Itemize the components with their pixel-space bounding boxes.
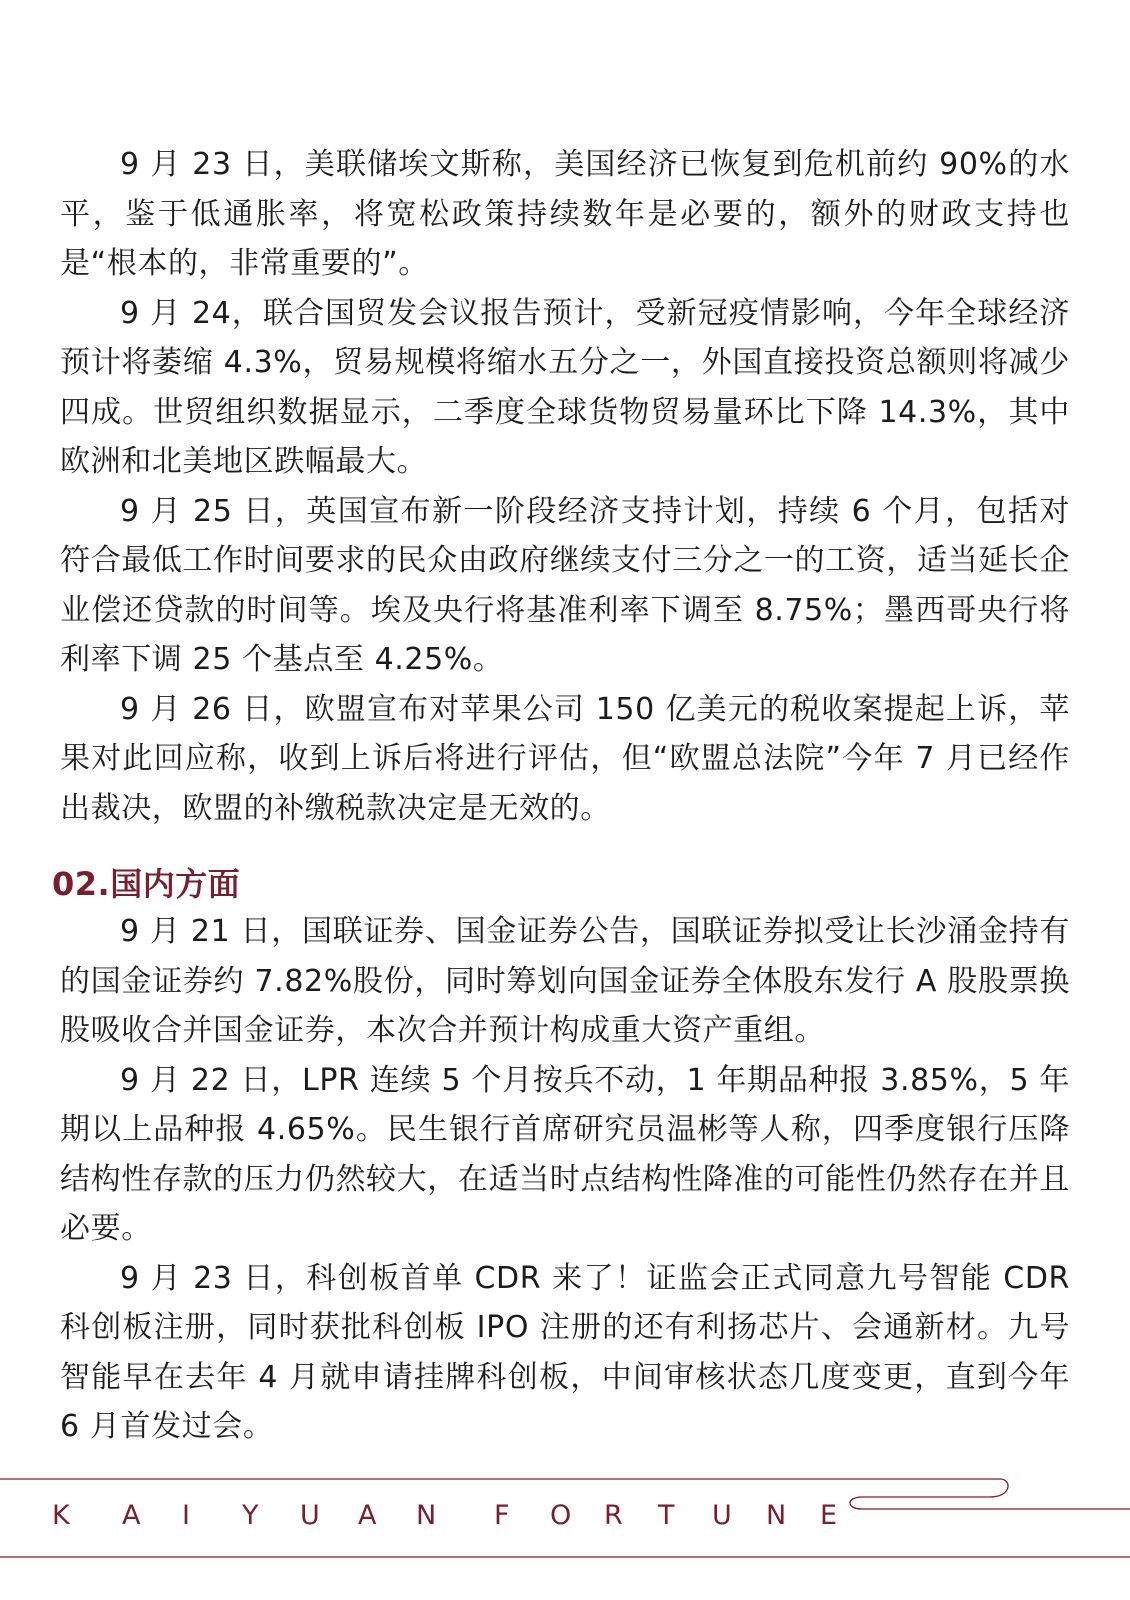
paragraph-domestic-0922: 9 月 22 日，LPR 连续 5 个月按兵不动，1 年期品种报 3.85%，5 年期以上品种报 4.65%。民生银行首席研究员温彬等人称，四季度银行压降结构性存款的压力仍然较大，在适当时点结构性降准的可能性仍然存在并且必要。 (60, 1062, 1070, 1246)
brand-letter: O (550, 1500, 572, 1531)
paragraph-intl-0924: 9 月 24，联合国贸发会议报告预计，受新冠疫情影响，今年全球经济预计将萎缩 4.3%，贸易规模将缩水五分之一，外国直接投资总额则将减少四成。世贸组织数据显示，二季度全球货物贸易量环比下降 14.3%，其中欧洲和北美地区跌幅最大。 (60, 295, 1070, 479)
paragraph-domestic-0921: 9 月 21 日，国联证券、国金证券公告，国联证券拟受让长沙涌金持有的国金证券约 7.82%股份，同时筹划向国金证券全体股东发行 A 股股票换股吸收合并国金证券，本次合并预计构成重大资产重组。 (60, 914, 1070, 1048)
brand-letter: R (604, 1500, 623, 1531)
brand-letter: N (416, 1500, 437, 1531)
brand-wordmark (52, 1500, 850, 1531)
paragraph-intl-0925: 9 月 25 日，英国宣布新一阶段经济支持计划，持续 6 个月，包括对符合最低工作时间要求的民众由政府继续支付三分之一的工资，适当延长企业偿还贷款的时间等。埃及央行将基准利率下调至 8.75%；墨西哥央行将利率下调 25 个基点至 4.25%。 (60, 493, 1070, 677)
brand-letter: A (122, 1500, 141, 1531)
brand-letter: K (52, 1500, 70, 1531)
article-body (52, 140, 1070, 1452)
brand-letter: I (182, 1500, 190, 1531)
brand-letter: Y (242, 1500, 259, 1531)
section-title-domestic: 02.国内方面 (52, 865, 241, 903)
brand-letter: U (300, 1500, 320, 1531)
brand-letter: T (658, 1500, 675, 1531)
paragraph-intl-0926: 9 月 26 日，欧盟宣布对苹果公司 150 亿美元的税收案提起上诉，苹果对此回应称，收到上诉后将进行评估，但“欧盟总法院”今年 7 月已经作出裁决，欧盟的补缴税款决定是无效的。 (60, 691, 1070, 826)
brand-letter: A (358, 1500, 377, 1531)
brand-letter: N (766, 1500, 787, 1531)
paragraph-intl-0923: 9 月 23 日，美联储埃文斯称，美国经济已恢复到危机前约 90%的水平，鉴于低通胀率，将宽松政策持续数年是必要的，额外的财政支持也是“根本的，非常重要的”。 (60, 147, 1070, 281)
brand-letter: E (820, 1500, 838, 1531)
brand-letter: F (494, 1500, 510, 1531)
brand-letter: U (712, 1500, 732, 1531)
paragraph-domestic-0923: 9 月 23 日，科创板首单 CDR 来了！证监会正式同意九号智能 CDR 科创板注册，同时获批科创板 IPO 注册的还有利扬芯片、会通新材。九号智能早在去年 4 月就申请挂牌科创板，中间审核状态几度变更，直到今年 6 月首发过会。 (60, 1260, 1070, 1444)
